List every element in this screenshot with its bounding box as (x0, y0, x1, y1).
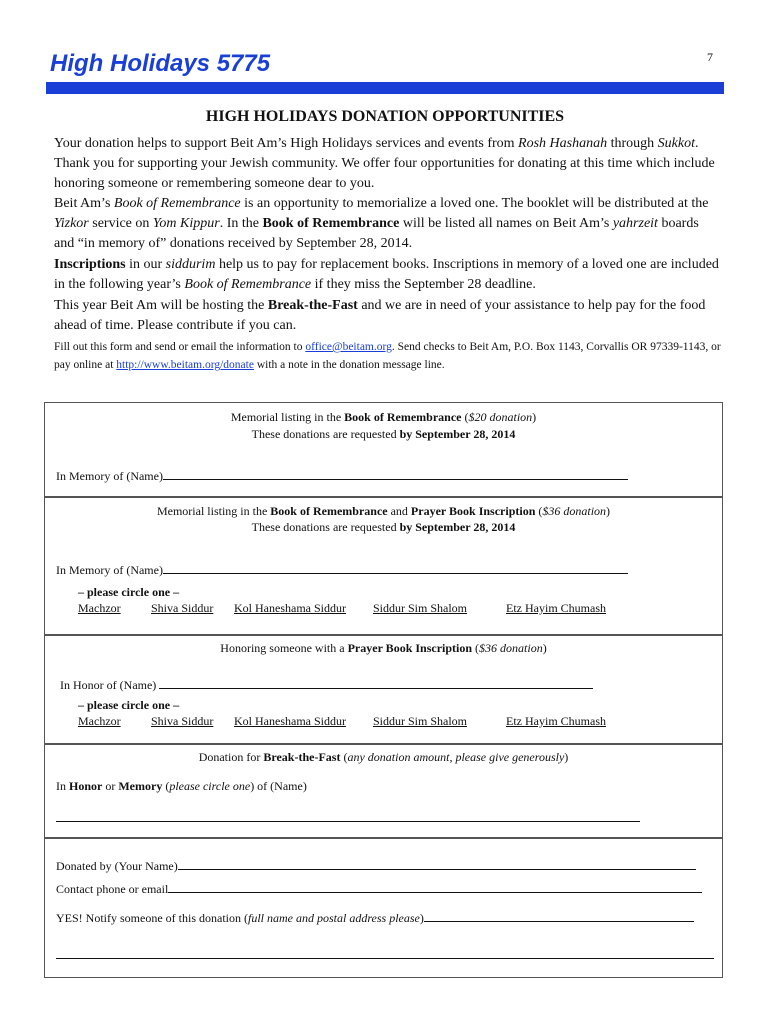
section2-memory-field[interactable]: In Memory of (Name) (56, 561, 628, 578)
section-divider (44, 634, 723, 636)
section3-circle-label: – please circle one – (78, 698, 180, 712)
page-header-title: High Holidays 5775 (50, 50, 271, 77)
section1-deadline: These donations are requested by September 28, 2014 (251, 427, 516, 441)
donate-url-link[interactable]: http://www.beitam.org/donate (116, 359, 254, 371)
section4-name-line[interactable] (56, 820, 640, 822)
instructions-paragraph: Fill out this form and send or email the information to office@beitam.org. Send checks to Beit Am, P.O. Box 1143, Corvallis OR 97339-1143, or pay online at http://www.beitam.org/donate with a note in the donation message line. (54, 341, 721, 371)
break-the-fast-paragraph: This year Beit Am will be hosting the Break-the-Fast and we are in need of your assistance to help pay for the food ahead of time. Please contribute if you can. (54, 298, 706, 333)
section2-deadline: These donations are requested by September 28, 2014 (251, 520, 516, 534)
notify-address-line[interactable] (56, 957, 714, 959)
inscriptions-paragraph: Inscriptions in our siddurim help us to pay for replacement books. Inscriptions in memory of a loved one are included in the following year’s Book of Remembrance if they miss the September 28 deadline. (54, 257, 719, 292)
section2-option-shiva-siddur[interactable]: Shiva Siddur (151, 601, 214, 615)
donated-by-field[interactable]: Donated by (Your Name) (56, 857, 696, 874)
section3-option-sim-shalom[interactable]: Siddur Sim Shalom (373, 714, 468, 728)
intro-paragraph: Your donation helps to support Beit Am’s High Holidays services and events from Rosh Hashanah through Sukkot. Thank you for supporting your Jewish community. We offer four opportunities for donating at this time which include honoring someone or remembering someone dear to you. (54, 136, 715, 191)
section3-option-etz-hayim[interactable]: Etz Hayim Chumash (506, 714, 606, 728)
section3-honor-field[interactable]: In Honor of (Name) (60, 676, 593, 693)
section2-option-etz-hayim[interactable]: Etz Hayim Chumash (506, 601, 606, 615)
notify-field[interactable]: YES! Notify someone of this donation (full name and postal address please) (56, 909, 694, 926)
page-number: 7 (707, 50, 713, 64)
section3-option-machzor[interactable]: Machzor (78, 714, 121, 728)
section4-honor-memory-field[interactable]: In Honor or Memory (please circle one) of (Name) (56, 779, 307, 793)
section2-title: Memorial listing in the Book of Remembrance and Prayer Book Inscription ($36 donation) (156, 504, 611, 518)
section3-title: Honoring someone with a Prayer Book Inscription ($36 donation) (220, 641, 547, 655)
section2-option-machzor[interactable]: Machzor (78, 601, 121, 615)
section3-option-kol-haneshama[interactable]: Kol Haneshama Siddur (234, 714, 346, 728)
section2-circle-label: – please circle one – (78, 585, 180, 599)
section-divider (44, 837, 723, 839)
document-heading: HIGH HOLIDAYS DONATION OPPORTUNITIES (205, 108, 565, 125)
section-divider (44, 743, 723, 745)
email-link[interactable]: office@beitam.org (305, 341, 392, 353)
section2-option-kol-haneshama[interactable]: Kol Haneshama Siddur (234, 601, 346, 615)
book-of-remembrance-paragraph: Beit Am’s Book of Remembrance is an opportunity to memorialize a loved one. The booklet will be distributed at the Yizkor service on Yom Kippur. In the Book of Remembrance will be listed all names on Beit Am’s yahrzeit boards and “in memory of” donations received by September 28, 2014. (54, 196, 709, 251)
section1-title: Memorial listing in the Book of Remembrance ($20 donation) (230, 410, 537, 424)
section1-memory-field[interactable]: In Memory of (Name) (56, 467, 628, 484)
section-divider (44, 496, 723, 498)
section2-option-sim-shalom[interactable]: Siddur Sim Shalom (373, 601, 468, 615)
header-rule (46, 82, 724, 94)
contact-field[interactable]: Contact phone or email (56, 880, 702, 897)
section4-title: Donation for Break-the-Fast (any donation amount, please give generously) (198, 750, 569, 764)
section3-option-shiva-siddur[interactable]: Shiva Siddur (151, 714, 214, 728)
